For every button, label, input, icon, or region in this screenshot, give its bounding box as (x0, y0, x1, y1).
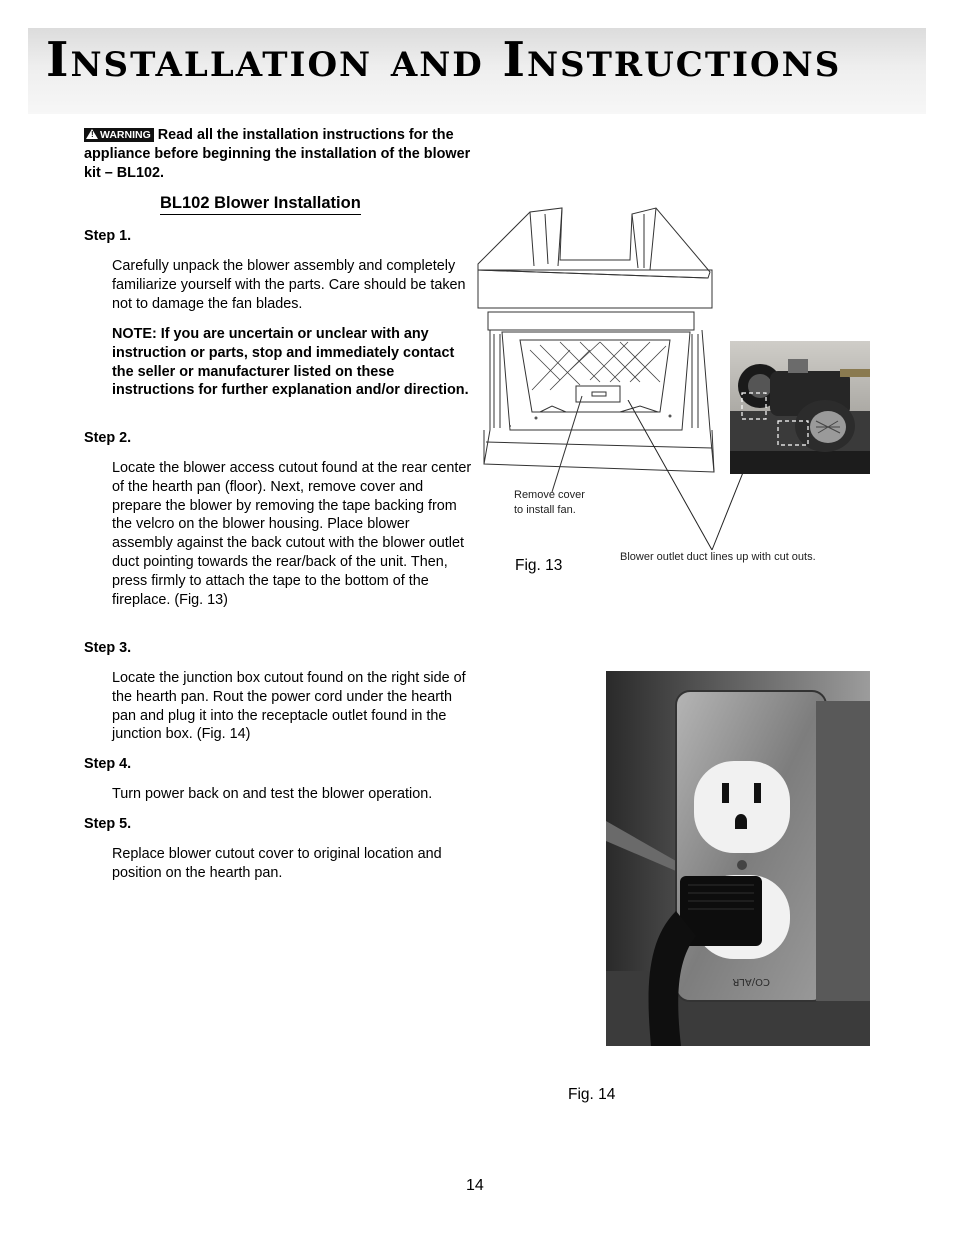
outlet-photo (606, 671, 870, 1046)
callout-remove-cover (514, 488, 585, 517)
page-number: 14 (466, 1177, 484, 1194)
step-3-text: Locate the junction box cutout found on the right side of the hearth pan. Rout the power cord under the hearth pan and plug it into the receptacle outlet found in the junction box. (Fig. 14) (112, 670, 466, 743)
warning-badge (84, 128, 154, 142)
header-banner (28, 28, 926, 114)
blower-photo (730, 341, 870, 474)
step-2-text: Locate the blower access cutout found at the rear center of the hearth pan (floor). Next, remove cover and prepare the blower by removing the tape backing from the velcro on the blower housing. Place blower assembly against the back cutout with the blower outlet duct pointing towards the rear/back of the unit. Then, press firmly to attach the tape to the bottom of the fireplace. (Fig. 13) (112, 460, 472, 608)
fig13-caption: Fig. 13 (515, 557, 563, 574)
step-3-label: Step 3. (84, 640, 132, 656)
outlet-marking: CO/ALR (732, 976, 770, 987)
section-title: BL102 Blower Installation (160, 194, 361, 215)
warning-triangle-icon: ! (86, 129, 98, 139)
callout-remove-cover-line2: to install fan. (514, 503, 576, 516)
callout-blower-duct: Blower outlet duct lines up with cut outs. (620, 551, 816, 563)
step-5-text: Replace blower cutout cover to original location and position on the hearth pan. (112, 846, 442, 881)
warning-badge-label: WARNING (100, 129, 151, 141)
step-5-label: Step 5. (84, 816, 132, 832)
fig14-caption: Fig. 14 (568, 1086, 616, 1103)
step-2-label: Step 2. (84, 430, 132, 446)
step-4-text: Turn power back on and test the blower operation. (112, 786, 433, 802)
warning-text: Read all the installation instructions for the appliance before beginning the installation of the blower kit – BL102. (84, 127, 471, 181)
warning-block (84, 126, 474, 183)
page-title: Installation and Instructions (46, 32, 842, 88)
step-4-label: Step 4. (84, 756, 132, 772)
note-text: NOTE: If you are uncertain or unclear with any instruction or parts, stop and immediately contact the seller or manufacturer listed on these instructions for further explanation and/or direction. (112, 326, 469, 399)
step-1-label: Step 1. (84, 228, 132, 244)
callout-remove-cover-line1: Remove cover (514, 489, 585, 501)
step-1-text: Carefully unpack the blower assembly and completely familiarize yourself with the parts. Care should be taken not to damage the fan blades. (112, 258, 466, 312)
